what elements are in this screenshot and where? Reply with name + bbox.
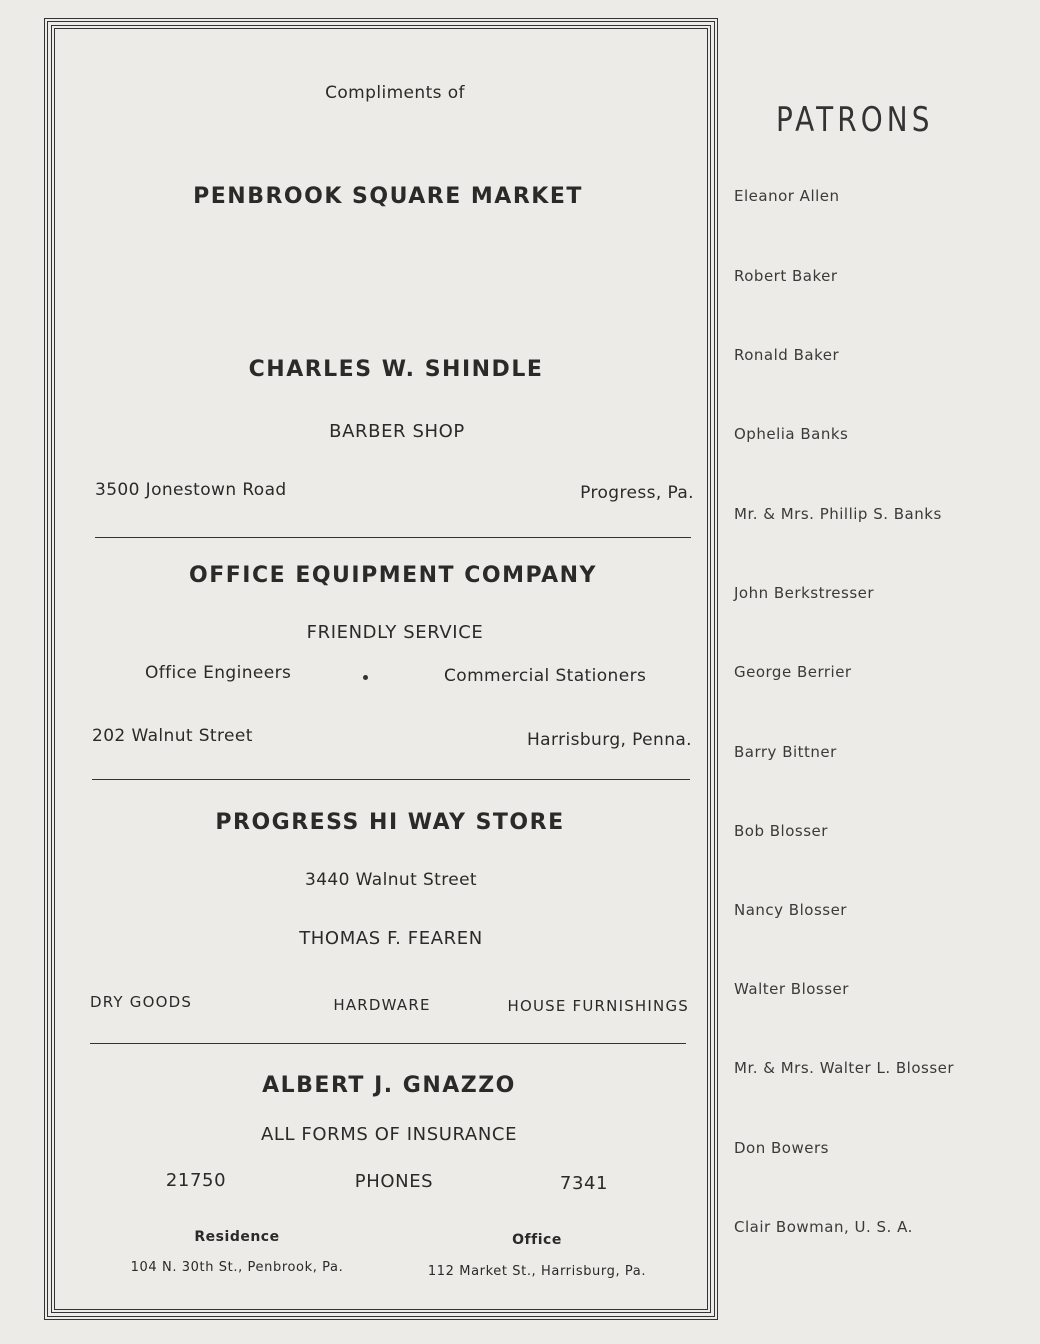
divider-2	[92, 779, 690, 780]
patron-name: Mr. & Mrs. Phillip S. Banks	[734, 505, 942, 523]
patron-name: George Berrier	[734, 663, 852, 681]
phones-label: PHONES	[354, 1171, 434, 1192]
patron-name: Ronald Baker	[734, 346, 840, 364]
office-tagline: FRIENDLY SERVICE	[306, 622, 484, 643]
office-address-gnazzo: 112 Market St., Harrisburg, Pa.	[427, 1264, 647, 1279]
shindle-heading: CHARLES W. SHINDLE	[248, 357, 544, 382]
commercial-stationers-text: Commercial Stationers	[444, 666, 647, 686]
patron-name: Eleanor Allen	[734, 187, 840, 205]
penbrook-square-market-heading: PENBROOK SQUARE MARKET	[193, 184, 583, 209]
residence-label: Residence	[194, 1229, 280, 1245]
residence-phone: 21750	[165, 1170, 227, 1191]
patron-name: Clair Bowman, U. S. A.	[734, 1218, 913, 1236]
compliments-text: Compliments of	[325, 83, 465, 103]
patron-name: Mr. & Mrs. Walter L. Blosser	[734, 1059, 955, 1077]
goods-dry-goods: DRY GOODS	[90, 993, 193, 1011]
hiway-store-heading: PROGRESS HI WAY STORE	[215, 810, 565, 835]
office-phone: 7341	[559, 1173, 609, 1194]
patron-name: Robert Baker	[734, 267, 838, 285]
patrons-title: PATRONS	[776, 100, 934, 140]
patron-name: Barry Bittner	[734, 743, 837, 761]
patron-name: Ophelia Banks	[734, 425, 849, 443]
patron-name: Don Bowers	[734, 1139, 829, 1157]
office-engineers-text: Office Engineers	[145, 663, 292, 683]
divider-3	[90, 1043, 686, 1044]
office-address: 202 Walnut Street	[92, 726, 253, 746]
goods-house-furnishings: HOUSE FURNISHINGS	[507, 997, 689, 1015]
gnazzo-heading: ALBERT J. GNAZZO	[262, 1073, 516, 1098]
divider-1	[95, 537, 691, 538]
shindle-town: Progress, Pa.	[580, 483, 694, 503]
patron-name: Walter Blosser	[734, 980, 849, 998]
office-city: Harrisburg, Penna.	[527, 730, 692, 750]
patron-name: Nancy Blosser	[734, 901, 847, 919]
patron-name: John Berkstresser	[734, 584, 875, 602]
residence-address: 104 N. 30th St., Penbrook, Pa.	[130, 1260, 344, 1275]
hiway-address: 3440 Walnut Street	[304, 870, 478, 890]
hiway-owner: THOMAS F. FEAREN	[299, 928, 483, 949]
patron-name: Bob Blosser	[734, 822, 828, 840]
office-equipment-heading: OFFICE EQUIPMENT COMPANY	[189, 563, 597, 588]
bullet-dot	[363, 675, 368, 680]
office-label: Office	[512, 1232, 562, 1248]
shindle-business: BARBER SHOP	[329, 421, 465, 442]
gnazzo-business: ALL FORMS OF INSURANCE	[260, 1124, 518, 1145]
goods-hardware: HARDWARE	[333, 996, 431, 1014]
shindle-address: 3500 Jonestown Road	[95, 480, 287, 500]
